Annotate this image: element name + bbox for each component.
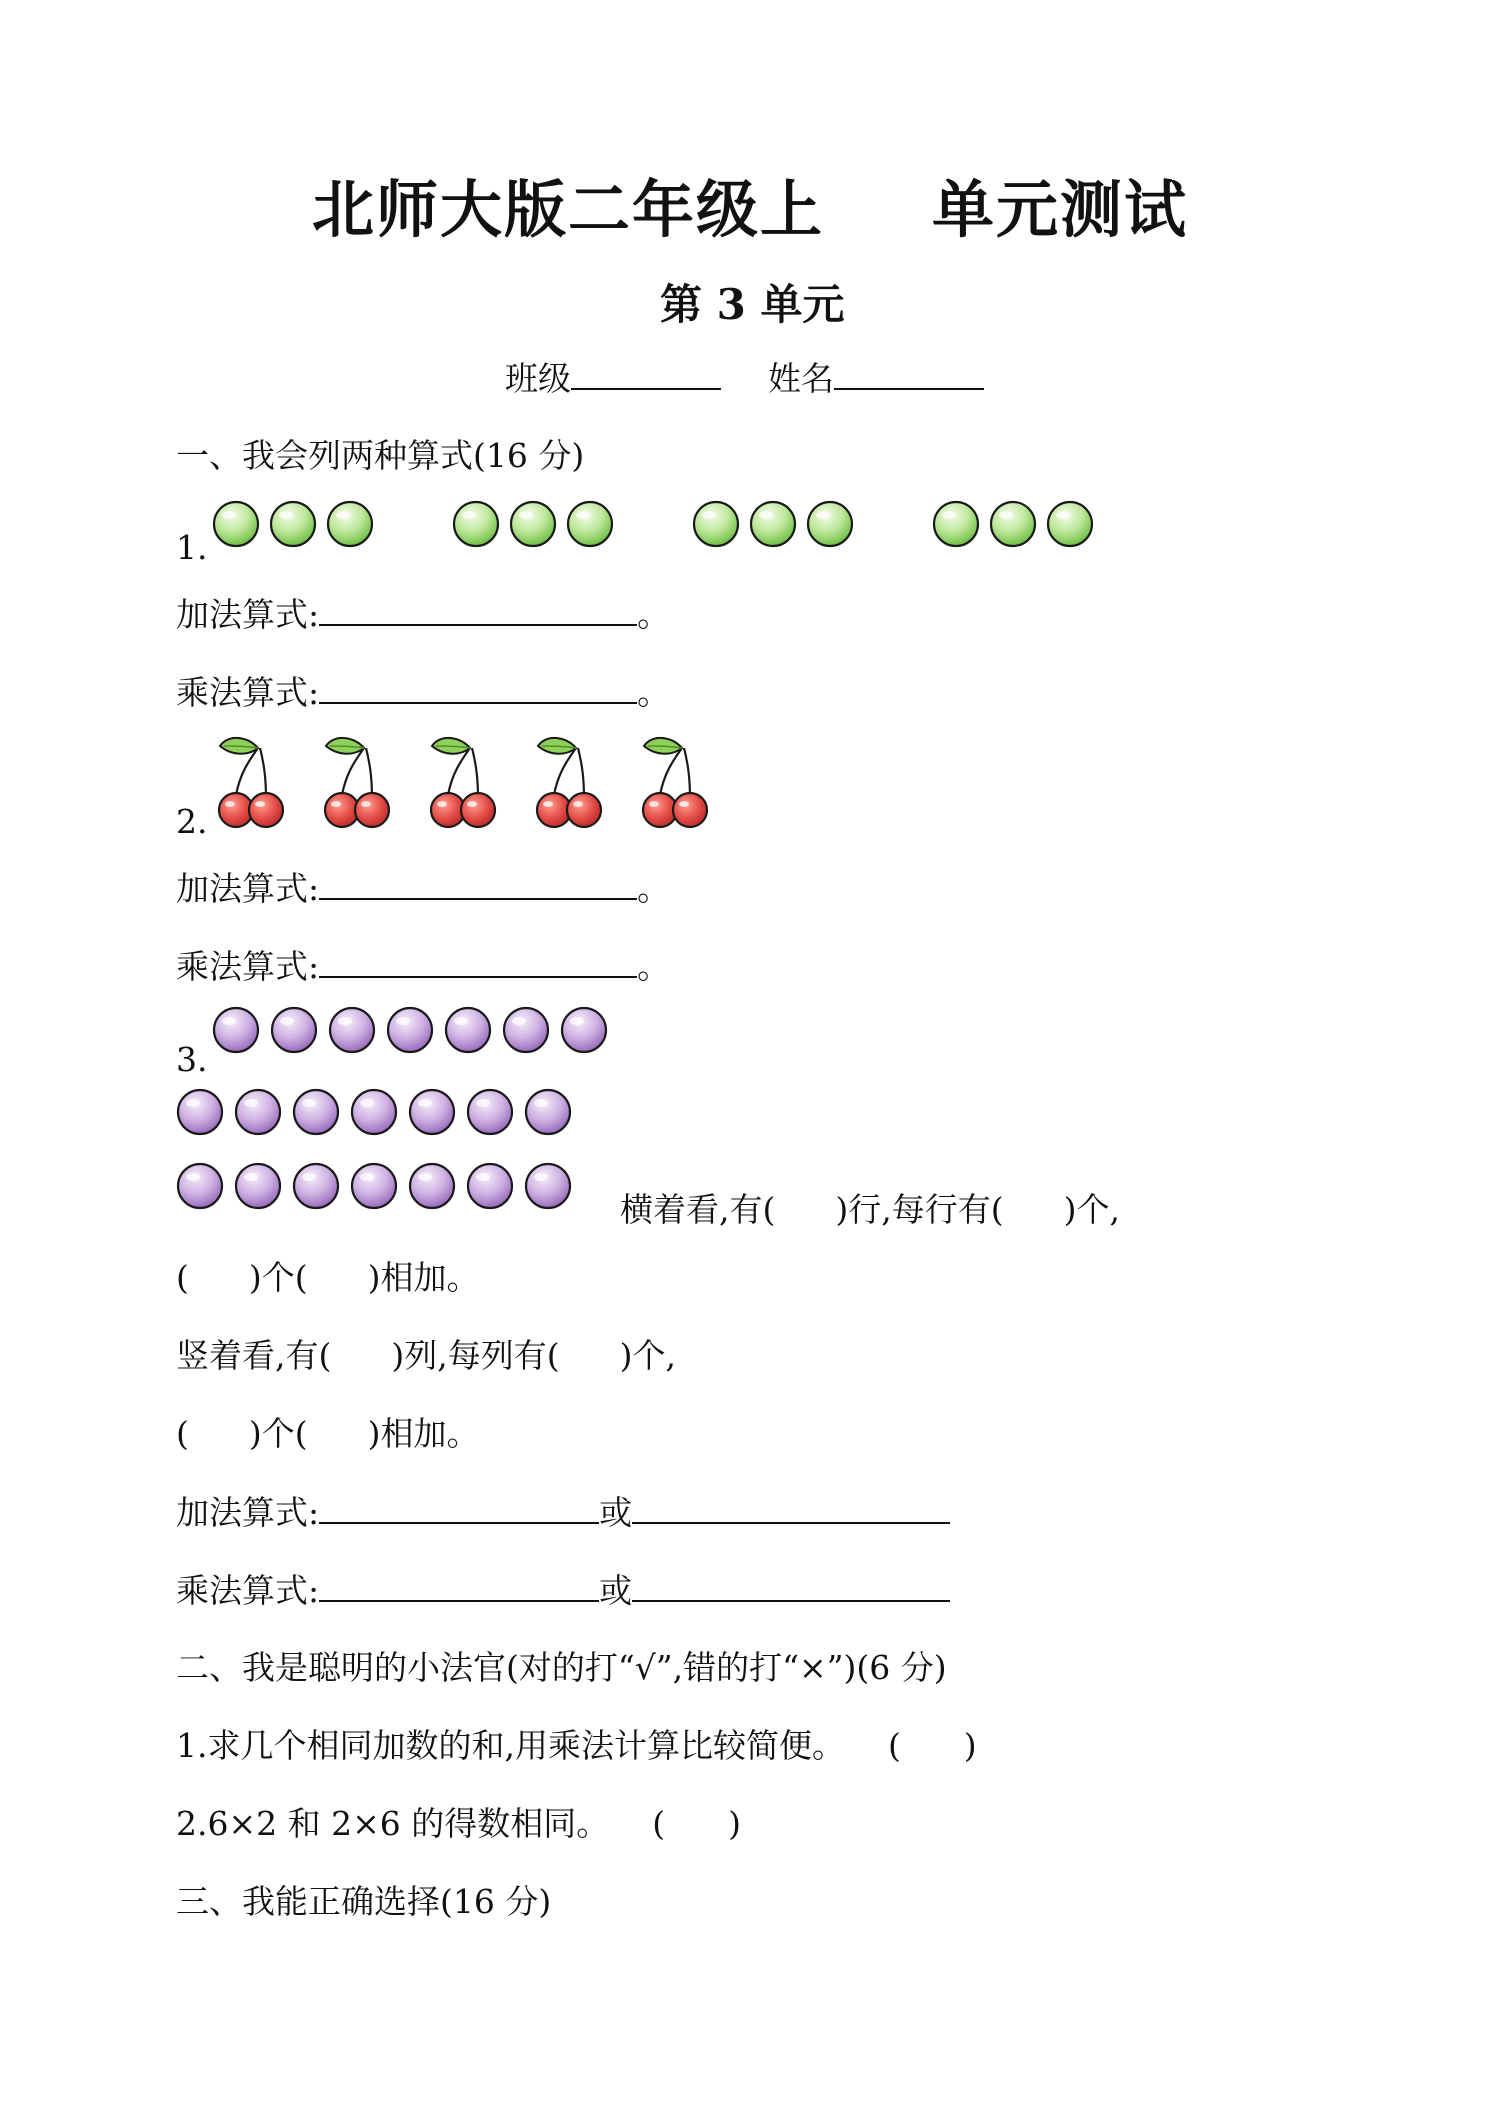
purple-ball xyxy=(410,1164,454,1208)
q3-h-prefix: 横着看,有( xyxy=(620,1190,776,1229)
class-label: 班级 xyxy=(505,359,571,398)
name-label: 姓名 xyxy=(768,359,834,398)
q3-h-sum-row xyxy=(176,1258,480,1298)
q3-add-or: 或 xyxy=(599,1493,633,1532)
q3-v-sum-row xyxy=(176,1414,480,1454)
purple-ball xyxy=(468,1164,512,1208)
q3-h-end: )个, xyxy=(1063,1190,1120,1229)
purple-ball xyxy=(410,1090,454,1134)
purple-ball xyxy=(214,1008,258,1052)
q1-mul-end: 。 xyxy=(637,673,671,712)
q3-mul-or: 或 xyxy=(599,1571,633,1610)
q3-v-open: ( xyxy=(176,1414,189,1453)
q3-mul-answer-line-1[interactable] xyxy=(319,1570,599,1602)
section2-item-1-answer[interactable]: ( ) xyxy=(887,1726,977,1765)
q2-add-label: 加法算式: xyxy=(176,869,320,908)
section2-item-2 xyxy=(176,1804,741,1844)
q2-number: 2. xyxy=(176,802,208,841)
q3-add-row xyxy=(176,1492,950,1533)
q2-add-end: 。 xyxy=(637,869,671,908)
purple-ball xyxy=(526,1164,570,1208)
purple-ball xyxy=(178,1164,222,1208)
purple-ball xyxy=(526,1090,570,1134)
q1-add-end: 。 xyxy=(637,595,671,634)
purple-ball xyxy=(294,1090,338,1134)
q3-h-mid: )行,每行有( xyxy=(835,1190,1004,1229)
q3-mul-label: 乘法算式: xyxy=(176,1571,320,1610)
purple-ball xyxy=(446,1008,490,1052)
q3-v-add: )相加。 xyxy=(367,1414,480,1453)
purple-ball xyxy=(272,1008,316,1052)
purple-ball xyxy=(178,1090,222,1134)
section1-heading: 一、我会列两种算式(16 分) xyxy=(176,436,585,475)
q3-add-answer-line-1[interactable] xyxy=(319,1492,599,1524)
page-title-left: 北师大版二年级上 xyxy=(312,173,825,246)
q3-v-ge: )个( xyxy=(248,1414,308,1453)
q3-number: 3. xyxy=(176,1040,208,1079)
q3-h-ge: )个( xyxy=(248,1258,308,1297)
q1-add-label: 加法算式: xyxy=(176,595,320,634)
q3-v-end: )个, xyxy=(619,1336,676,1375)
section2-item-1-text: 1.求几个相同加数的和,用乘法计算比较简便。 xyxy=(176,1726,845,1765)
section2-heading: 二、我是聪明的小法官(对的打“√”,错的打“×”)(6 分) xyxy=(176,1648,947,1687)
q3-v-prefix: 竖着看,有( xyxy=(176,1336,332,1375)
purple-ball xyxy=(330,1008,374,1052)
purple-ball xyxy=(468,1090,512,1134)
purple-ball xyxy=(236,1090,280,1134)
q3-mul-row xyxy=(176,1570,950,1611)
q2-mul-end: 。 xyxy=(637,947,671,986)
purple-ball xyxy=(352,1164,396,1208)
page-subtitle: 第 3 单元 xyxy=(660,280,845,329)
q3-h-open: ( xyxy=(176,1258,189,1297)
purple-ball xyxy=(562,1008,606,1052)
q3-v-mid: )列,每列有( xyxy=(391,1336,560,1375)
q1-mul-label: 乘法算式: xyxy=(176,673,320,712)
q3-h-add: )相加。 xyxy=(367,1258,480,1297)
purple-ball xyxy=(352,1090,396,1134)
section2-item-2-answer[interactable]: ( ) xyxy=(652,1804,741,1843)
q3-vertical-row xyxy=(176,1336,676,1376)
purple-ball xyxy=(388,1008,432,1052)
q3-add-answer-line-2[interactable] xyxy=(632,1492,950,1524)
purple-ball xyxy=(236,1164,280,1208)
section2-item-2-text: 2.6×2 和 2×6 的得数相同。 xyxy=(176,1804,610,1843)
q3-add-label: 加法算式: xyxy=(176,1493,320,1532)
section3-heading: 三、我能正确选择(16 分) xyxy=(176,1882,552,1921)
page-title-right: 单元测试 xyxy=(932,173,1189,246)
purple-ball xyxy=(294,1164,338,1208)
purple-ball xyxy=(504,1008,548,1052)
q3-horizontal-row xyxy=(620,1190,1120,1230)
q2-mul-label: 乘法算式: xyxy=(176,947,320,986)
q3-mul-answer-line-2[interactable] xyxy=(632,1570,950,1602)
q1-number: 1. xyxy=(176,528,208,567)
section2-item-1 xyxy=(176,1726,977,1766)
